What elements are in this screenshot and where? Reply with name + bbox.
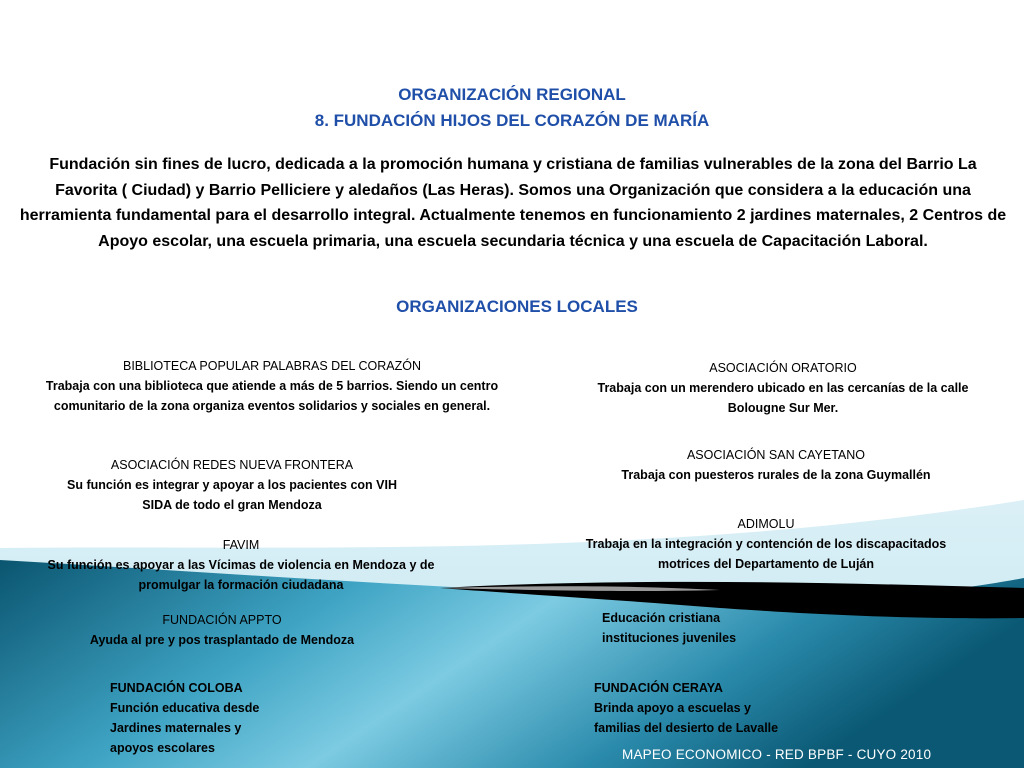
org-description: familias del desierto de Lavalle [594, 721, 779, 735]
org-biblioteca [18, 356, 526, 416]
org-description: Brinda apoyo a escuelas y [594, 701, 752, 715]
org-description: Bolougne Sur Mer. [727, 401, 839, 415]
footer-text: MAPEO ECONOMICO - RED BPBF - CUYO 2010 [622, 747, 932, 762]
org-coloba [110, 678, 350, 758]
org-name: FUNDACIÓN APPTO [162, 613, 282, 627]
org-name: BIBLIOTECA POPULAR PALABRAS DEL CORAZÓN [122, 359, 421, 373]
org-description: Trabaja con puesteros rurales de la zona Guymallén [621, 468, 931, 482]
org-name: FUNDACIÓN COLOBA [110, 681, 243, 695]
org-description: apoyos escolares [110, 741, 215, 755]
org-description: instituciones juveniles [602, 631, 737, 645]
org-description: promulgar la formación ciudadana [138, 578, 344, 592]
org-description: Educación cristiana [602, 611, 721, 625]
org-description: motrices del Departamento de Luján [657, 557, 875, 571]
org-description: SIDA de todo el gran Mendoza [142, 498, 322, 512]
org-favim [22, 535, 460, 595]
org-redes-nueva-frontera [28, 455, 436, 515]
org-description: Jardines maternales y [110, 721, 242, 735]
org-description: Trabaja con un merendero ubicado en las cercanías de la calle [597, 381, 969, 395]
org-name: FAVIM [222, 538, 260, 552]
org-oratorio [548, 358, 1018, 418]
org-description: Ayuda al pre y pos trasplantado de Mendoza [89, 633, 355, 647]
org-appto [52, 610, 392, 650]
org-name: ASOCIACIÓN REDES NUEVA FRONTERA [110, 458, 354, 472]
org-description: Su función es integrar y apoyar a los pacientes con VIH [67, 478, 397, 492]
org-adimolu [548, 514, 984, 574]
org-description: Trabaja con una biblioteca que atiende a más de 5 barrios. Siendo un centro [45, 379, 499, 393]
org-san-cayetano [548, 445, 1004, 485]
regional-title: ORGANIZACIÓN REGIONAL [398, 85, 626, 104]
org-name: ADIMOLU [737, 517, 795, 531]
org-ceraya [594, 678, 854, 738]
org-educacion-cristiana [602, 608, 842, 648]
org-description: Trabaja en la integración y contención de los discapacitados [585, 537, 947, 551]
org-name: FUNDACIÓN CERAYA [594, 681, 723, 695]
org-description: Su función es apoyar a las Vícimas de violencia en Mendoza y de [47, 558, 435, 572]
locales-heading: ORGANIZACIONES LOCALES [396, 297, 638, 316]
foundation-title: 8. FUNDACIÓN HIJOS DEL CORAZÓN DE MARÍA [314, 111, 710, 130]
org-name: ASOCIACIÓN SAN CAYETANO [686, 448, 866, 462]
org-description: Función educativa desde [110, 701, 260, 715]
org-name: ASOCIACIÓN ORATORIO [709, 361, 857, 375]
intro-paragraph: Fundación sin fines de lucro, dedicada a la promoción humana y cristiana de familias vulnerables de la zona del Barrio La Favorita ( Ciudad) y Barrio Pelliciere y aledaños (Las Heras). Somos una Organización que considera a la educación una herramienta fundamental para el desarrollo integral. Actualmente tenemos en funcionamiento 2 jardines maternales, 2 Centros de Apoyo escolar, una escuela primaria, una escuela secundaria técnica y una escuela de Capacitación Laboral. [19, 156, 1007, 250]
org-description: comunitario de la zona organiza eventos solidarios y sociales en general. [53, 399, 491, 413]
